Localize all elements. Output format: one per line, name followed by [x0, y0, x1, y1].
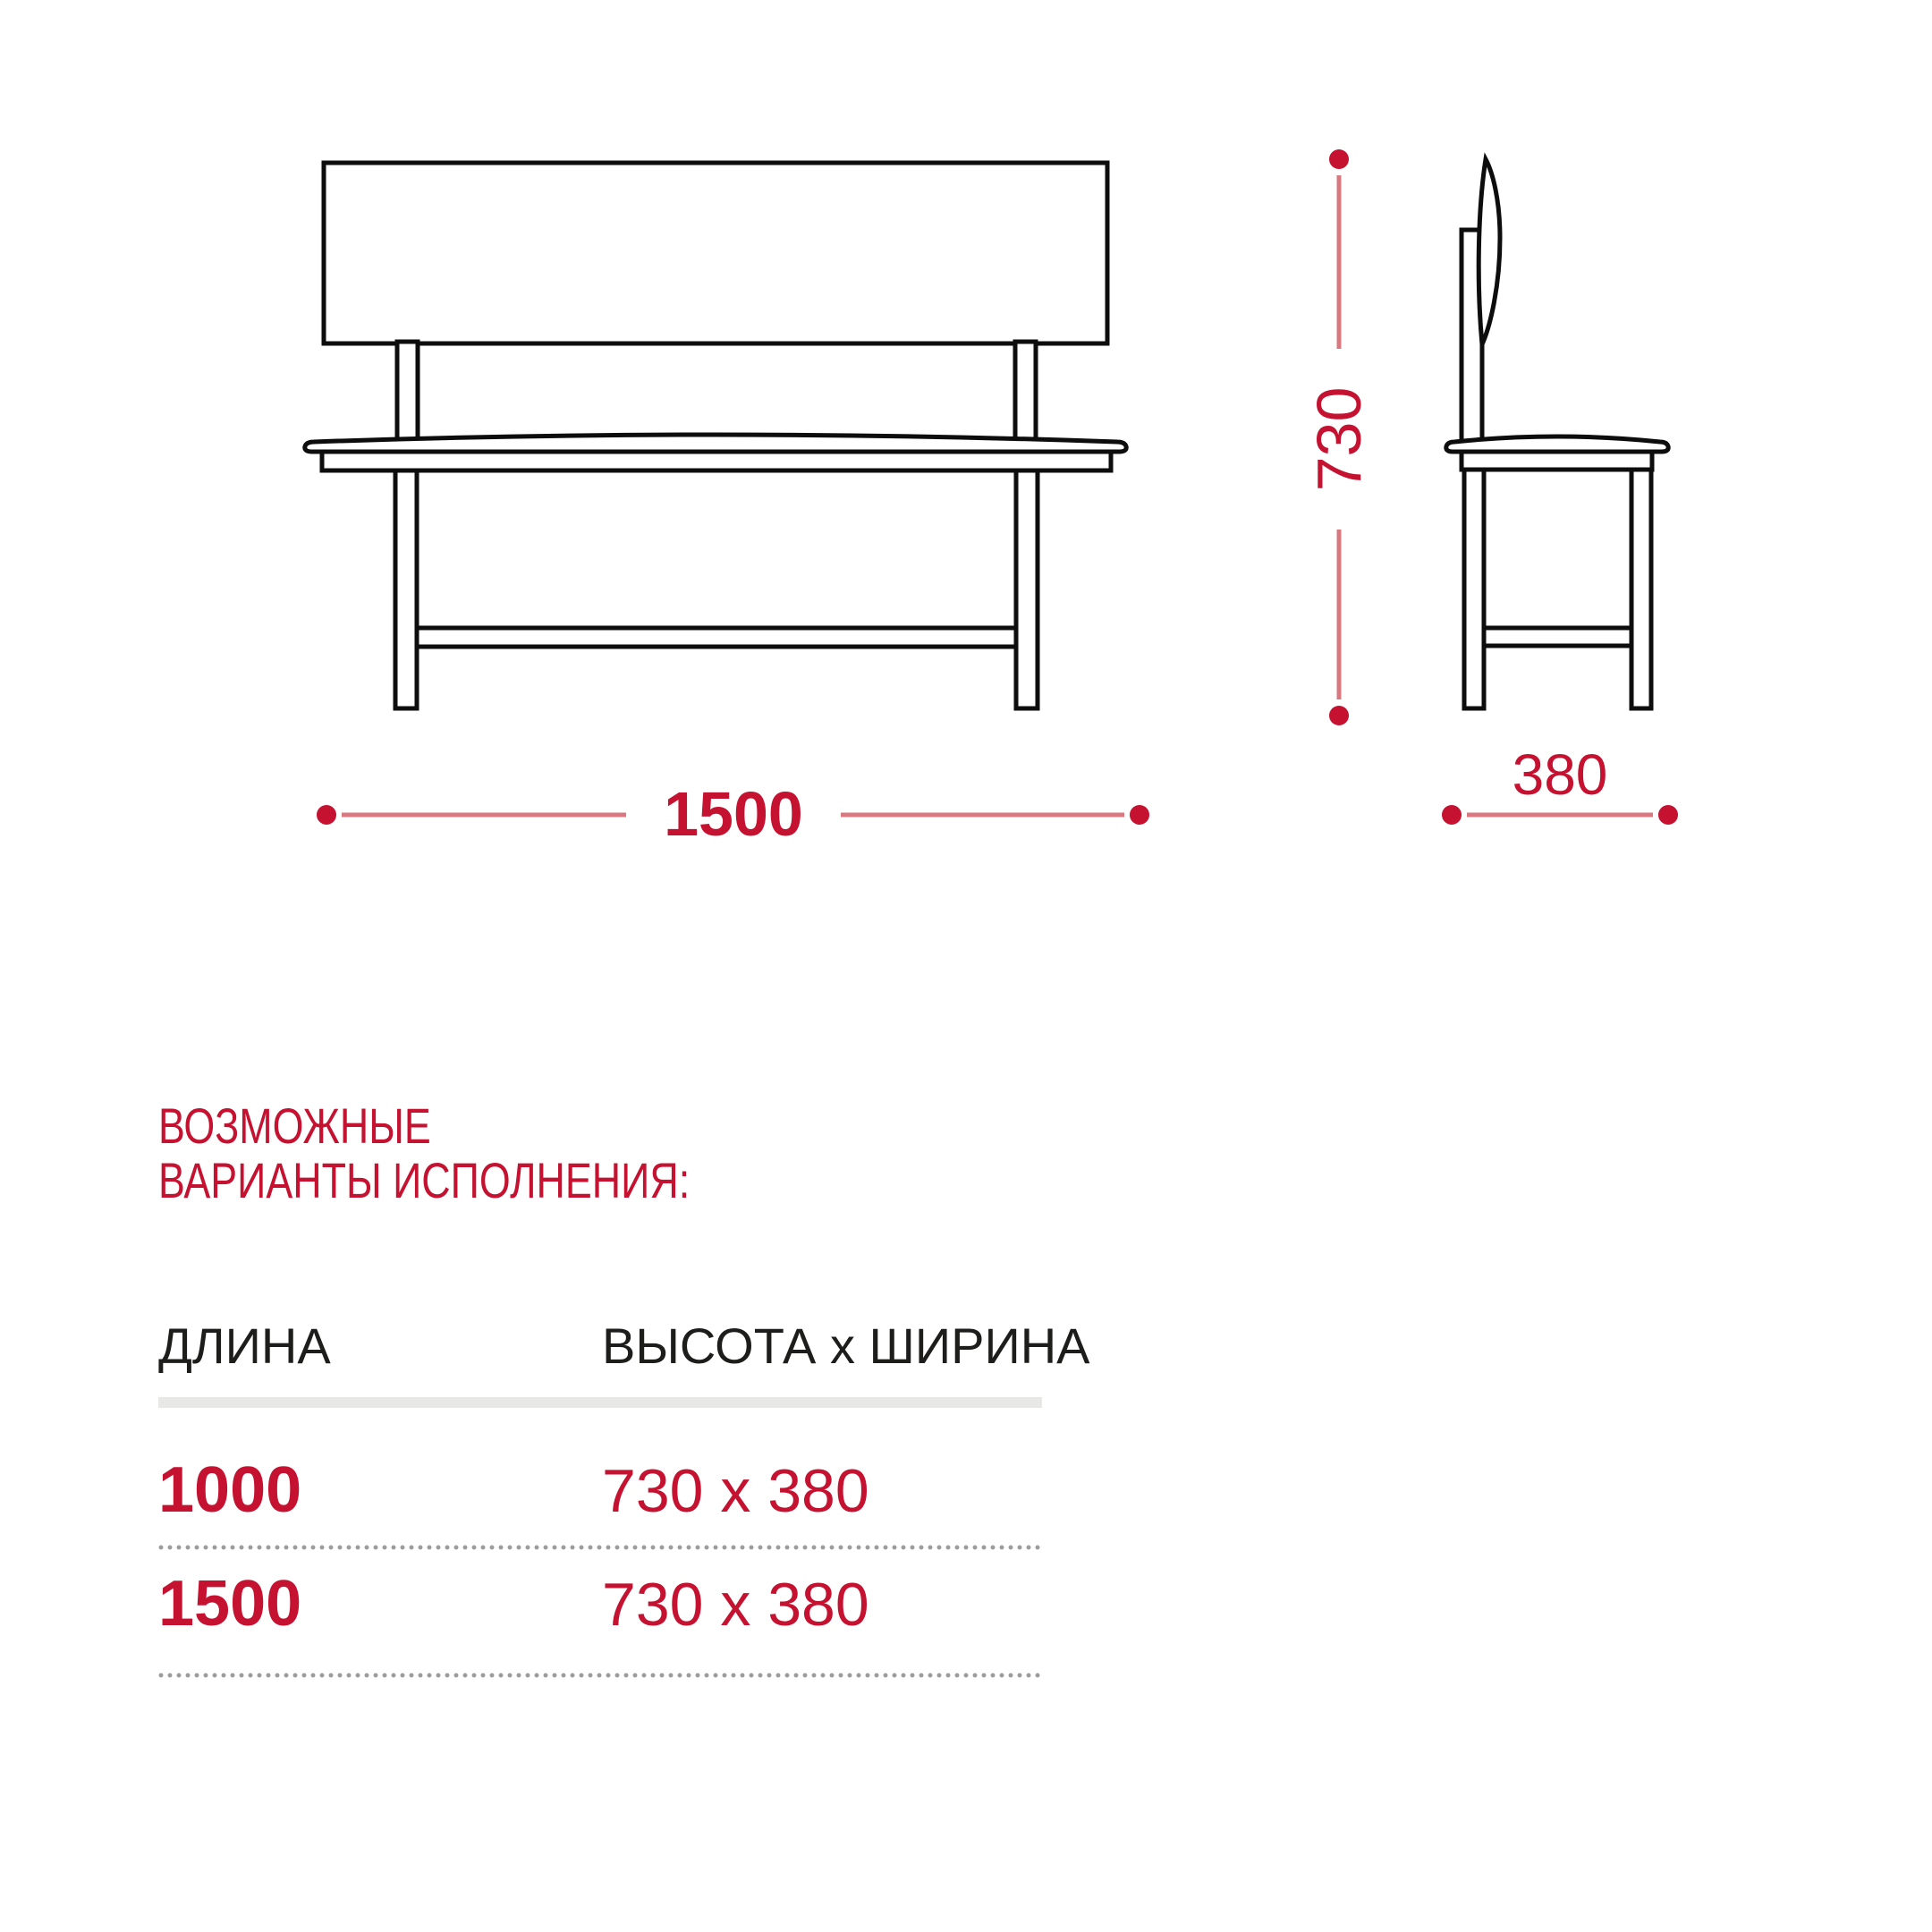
- bench-front-view: [305, 163, 1126, 708]
- seat-board-front: [305, 435, 1126, 452]
- row-separator-dotted: [158, 1673, 1042, 1678]
- dimension-endpoint-dot: [1658, 805, 1678, 825]
- table-row-2-size: 730 x 380: [602, 1571, 869, 1639]
- bench-side-view: [1446, 159, 1668, 708]
- table-row-1-size: 730 x 380: [602, 1457, 869, 1525]
- side-back-leg: [1464, 461, 1484, 708]
- table-row-2-length: 1500: [158, 1568, 302, 1640]
- dimension-endpoint-dot: [1130, 805, 1149, 825]
- front-stretcher: [417, 628, 1016, 647]
- depth-dimension: [1442, 742, 1678, 825]
- dimension-endpoint-dot: [1329, 149, 1349, 169]
- height-dimension: [1304, 149, 1374, 725]
- depth-dim-label: 380: [1512, 742, 1608, 807]
- column-header-length: ДЛИНА: [158, 1318, 331, 1374]
- dimension-endpoint-dot: [1329, 706, 1349, 725]
- variants-heading-line2: ВАРИАНТЫ ИСПОЛНЕНИЯ:: [158, 1152, 691, 1208]
- length-dim-label: 1500: [664, 779, 803, 849]
- seat-board-side: [1446, 436, 1668, 452]
- table-row-1-length: 1000: [158, 1454, 302, 1526]
- front-left-leg: [395, 461, 417, 708]
- height-dim-label: 730: [1304, 386, 1374, 492]
- seat-apron-side: [1462, 452, 1652, 470]
- variants-heading-line1: ВОЗМОЖНЫЕ: [158, 1097, 431, 1154]
- length-dimension: [317, 779, 1149, 849]
- seat-apron-front: [322, 452, 1111, 470]
- row-separator-dotted: [158, 1545, 1042, 1550]
- backrest-side-profile: [1479, 159, 1500, 344]
- front-right-leg: [1016, 461, 1038, 708]
- column-header-size: ВЫСОТА х ШИРИНА: [602, 1318, 1090, 1374]
- side-stretcher: [1484, 628, 1631, 646]
- side-front-leg: [1631, 461, 1651, 708]
- dimension-endpoint-dot: [317, 805, 336, 825]
- dimension-endpoint-dot: [1442, 805, 1462, 825]
- variants-heading: [158, 1098, 823, 1208]
- backrest-panel: [324, 163, 1107, 343]
- header-divider-bar: [158, 1397, 1042, 1408]
